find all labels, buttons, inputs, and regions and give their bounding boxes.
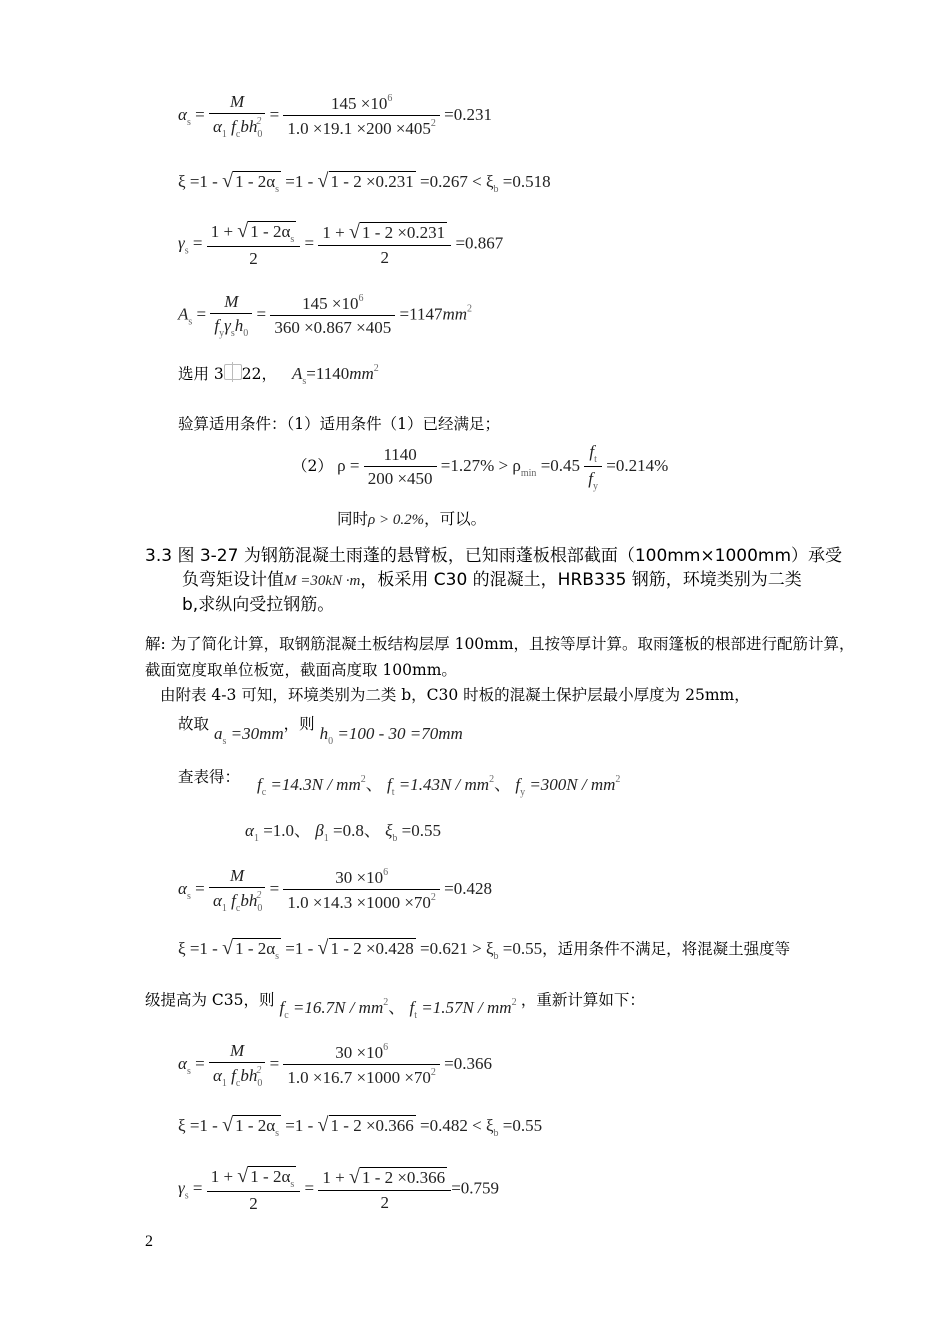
denominator: $\alpha_1$ $f_cbh_0^2$ [212,890,263,914]
sqrt-expression: √ 1 - 2 ×0.231 [317,170,414,192]
check-line-3: 同时ρ > 0.2%，可以。 [337,510,487,528]
numerator: $f_t$ [584,442,602,467]
denominator: $\alpha_1$ $f_cbh_0^2$ [212,1065,263,1089]
denominator: $\alpha_1$ $f_cbh_0^2$ [212,116,263,140]
eq-text: =1 - [281,172,318,191]
eq-sub: s [186,116,191,128]
eq-result: =0.366 [444,1053,493,1073]
solution-line-6: $\alpha_1 =1.0$、 $\beta_1 =0.8$、 $\xi_b =0.55$ [245,821,441,844]
select-label: 选用 3 [178,365,224,383]
equation-rho: （2） ρ = $\frac{1140}{200 \times 450}$ $=1.27\% > \rho_{min} =0.45$ $\frac{f_t}{f_y}$ =0.214% [292,442,669,492]
eq-text: =0.267 < ξ [415,172,494,191]
denominator: 200 ×450 [367,469,433,488]
question-3-3-line-1: 3.3 图 3-27 为钢筋混凝土雨蓬的悬臂板，已知雨蓬板根部截面（100mm×1000mm）承受 [145,546,843,566]
equation-as: $A_s$ = M $f_y\gamma_sh_0$ = $\frac{145 \times 10^6}{360 \times 0.867 \times 405}$ $=1147mm^2$ [178,292,473,339]
denominator: 2 [249,249,258,268]
numerator: $145 \times 10^6$ [270,293,395,316]
fraction [318,1166,451,1213]
fraction [207,220,301,269]
select-bar: 22， [241,365,278,383]
denominator: $1.0 \times 14.3 \times 1000 \times 70^2$ [287,892,436,912]
equation-alpha-s: $\alpha_s$ = M $\alpha_1$ $f_cbh_0^2$ = $\frac{145 \times 10^6}{1.0 \times 19.1 \times 200 \times 405^2}$ =0.231 [178,92,493,140]
equation-xi-c30: ξ =1 - √ $1 - 2\alpha_s =1$ - √ $1 - 2 \times 0.428 =0.621 > \xi_b =0.55$，适用条件不满足，将混凝土强度等 [178,937,791,962]
denominator: 360 ×0.867 ×405 [274,318,392,337]
numerator: 1 + √ 1 - 2 ×0.231 [318,221,451,246]
sqrt-expression: √ $1 - 2\alpha_s$ [222,170,280,195]
denominator: 2 [380,1193,390,1212]
eq-result: =0.867 [455,233,504,253]
numerator: M [209,92,265,114]
numerator: M [209,1041,265,1063]
numerator: 1 + √ 1 - 2 ×0.366 [318,1166,451,1191]
numerator: $30 \times 10^6$ [283,1042,440,1065]
selected-rebar-line: 选用 3 22， $A_s=1140mm^2$ [178,363,379,387]
fraction [364,445,437,489]
equation-xi: ξ =1 - √ $1 - 2\alpha_s =1$ - √ $1 - 2 \times 0.231 =0.267 < \xi_b =0.518$ [178,170,551,195]
equation-gamma-s: $\gamma_s$ = $\frac{1 + √ 1 - 2\alpha_s}{2}$ = $\frac{1 + √ 1 - 2 \times 0.231}{2}$ =0.867 [178,220,504,268]
denominator: 2 [249,1194,258,1213]
solution-line-3: 由附表 4-3 可知，环境类别为二类 b，C30 时板的混凝土保护层最小厚度为 25mm， [160,686,750,704]
eq-result: =0.759 [451,1178,500,1198]
fraction [210,292,252,339]
solution-line-4: 故取 $a_s =30mm$，则 $h_0 =100 - 30 =70mm$ [178,715,463,747]
eq-result: =0.231 [444,104,493,124]
equation-alpha-s-c30: $\alpha_s$ = M $\alpha_1$ $f_cbh_0^2$ = $\frac{30 \times 10^6}{1.0 \times 14.3 \times 1000 \times 70^2}$ =0.428 [178,866,493,914]
solution-line-1: 解: 为了简化计算，取钢筋混凝土板结构层厚 100mm，且按等厚计算。取雨篷板的根部进行配筋计算， [145,635,855,653]
denominator: $1.0 \times 19.1 \times 200 \times 405^2$ [287,118,436,138]
numerator: M [210,292,252,314]
eq-result: =1147 [399,304,443,324]
check-line-1: 验算适用条件：（1）适用条件（1）已经满足； [178,415,500,433]
denominator: 2 [380,248,390,267]
denominator: $1.0 \times 16.7 \times 1000 \times 70^2$ [287,1067,436,1087]
fraction [209,1041,265,1089]
fraction [318,221,451,268]
equation-alpha-s-c35: $\alpha_s$ = M $\alpha_1$ $f_cbh_0^2$ = $\frac{30 \times 10^6}{1.0 \times 16.7 \times 1000 \times 70^2}$ =0.366 [178,1041,493,1089]
fraction [584,442,602,492]
rebar-grade-symbol-icon [224,364,242,380]
numerator: 1140 [364,445,437,467]
eq-text: ξ =1 - [178,172,223,191]
fraction [283,867,440,913]
numerator: $145 \times 10^6$ [283,93,440,116]
numerator: 1 + √ $1 - 2\alpha_s$ [207,1165,301,1192]
eq-symbol: α [178,104,187,124]
equation-gamma-s-c35: $\gamma_s$ = $\frac{1 + √ 1 - 2\alpha_s}{2}$ = $\frac{1 + √ 1 - 2 \times 0.366}{2}$ =0.759 [178,1165,500,1213]
fraction [209,92,265,140]
denominator: $f_y$ [588,469,599,492]
numerator: M [209,866,265,888]
fraction [207,1165,301,1214]
page-number: 2 [145,1233,153,1250]
denominator: $f_y\gamma_sh_0$ [214,316,249,339]
fraction [209,866,265,914]
eq-result: =0.214% [602,455,669,475]
equation-xi-c35: ξ =1 - √ $1 - 2\alpha_s =1$ - √ $1 - 2 \times 0.366 =0.482 < \xi_b =0.55$ [178,1114,543,1139]
eq-result: =0.428 [444,878,493,898]
fraction [270,293,395,338]
numerator: 1 + √ $1 - 2\alpha_s$ [207,220,301,247]
upgrade-line: 级提高为 C35，则 $f_c =16.7N / mm^2$、 $f_t =1.57N / mm^2$ ，重新计算如下： [145,991,645,1021]
solution-line-5: 查表得： $f_c =14.3N / mm^2$、 $f_t =1.43N / mm^2$、 $f_y =300N / mm^2$ [178,768,621,798]
fraction [283,93,440,139]
fraction [283,1042,440,1088]
eq-result: =0.518 [498,172,551,191]
solution-line-2: 截面宽度取单位板宽，截面高度取 100mm。 [145,661,457,679]
eq-comment: ，适用条件不满足，将混凝土强度等 [542,940,791,958]
numerator: $30 \times 10^6$ [283,867,440,890]
check-item-label: （2） [292,456,333,475]
question-3-3-line-2: 负弯矩设计值M =30kN ·m，板采用 C30 的混凝土，HRB335 钢筋，环境类别为二类 [182,570,802,590]
question-3-3-line-3: b,求纵向受拉钢筋。 [182,595,335,615]
